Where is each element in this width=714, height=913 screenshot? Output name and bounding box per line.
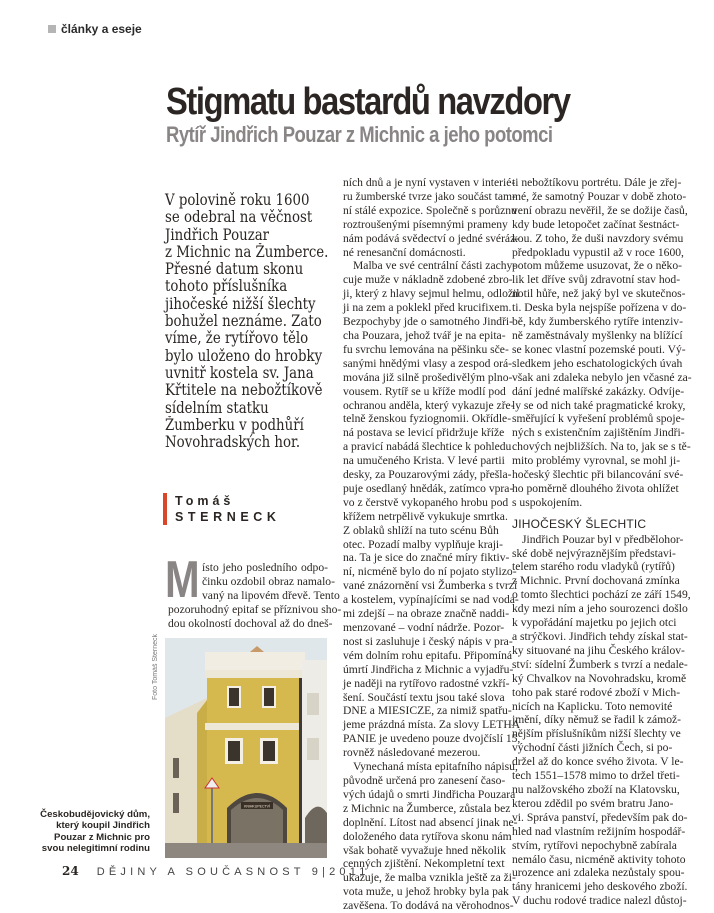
lead-line: sídelním statku	[165, 398, 269, 417]
text-line: telně ženskou fyziognomii. Okřídle-	[343, 412, 512, 426]
text-line: menzované – vodní nádrže. Pozor-	[343, 621, 505, 634]
text-line: né renesanční domácnosti.	[343, 245, 466, 259]
upper-window	[229, 688, 239, 706]
photo-credit: Foto Tomáš Sterneck	[152, 633, 159, 700]
photo-caption	[40, 809, 150, 855]
text-line: šení. Součástí textu jsou také slova	[343, 690, 505, 704]
text-line: kterou zdědil po svém bratru Jano-	[512, 796, 674, 810]
text-line: východní části jižních Čech, si po-	[512, 741, 673, 755]
drop-cap: M	[165, 551, 200, 609]
text-line: vousem. Rytíř se u kříže modlí pod	[343, 384, 506, 398]
text-line: původně určená pro zanesení časo-	[343, 773, 506, 787]
text-line: z Michnic. První dochovaná zmínka	[512, 574, 680, 588]
text-line: ná postava se levicí přidržuje kříže	[343, 426, 505, 440]
text-line: Jindřich Pouzar byl v předbělohor-	[522, 532, 684, 546]
column-1	[168, 561, 342, 631]
text-line: předpokladu vypustil až v roce 1600,	[512, 245, 684, 259]
text-line: nost si zasluhuje i český nápis v pra-	[343, 634, 513, 648]
text-line: notil hůře, než jaký byl ve skutečnos-	[512, 287, 686, 301]
gable	[205, 652, 305, 670]
lead-line: z Michnic na Žumberce.	[165, 242, 329, 261]
sign-pole	[211, 788, 213, 843]
text-line: cenných zjištění. Nekompletní text	[343, 857, 505, 871]
text-line: ly se od nich také pragmatické kroky,	[512, 398, 686, 412]
text-line: ky situované na jihu Českého králov-	[512, 643, 685, 657]
section-subheading: JIHOČESKÝ ŠLECHTIC	[512, 516, 647, 531]
text-line: ně zaměstnávaly myšlenky na blížící	[512, 328, 683, 342]
text-line: PANIE je uvedeno pouze dvojčíslí 15,	[343, 732, 521, 746]
text-line: mi zdejší – na obraze značně naddi-	[343, 607, 510, 621]
text-line: ní stálé expozice. Společně s porůznu	[343, 203, 517, 217]
text-line: jmění, díky němuž se řadil k zámož-	[512, 713, 682, 727]
caption-line: Českobudějovický dům,	[40, 809, 150, 820]
lead-line: V polovině roku 1600	[165, 191, 310, 209]
lead-line: Jindřich Pouzar	[165, 225, 270, 244]
text-line: Malba ve své centrální části zachy-	[353, 259, 517, 273]
text-line: a kostelem, vypínajícími se nad voda-	[343, 593, 519, 607]
lead-line: víme, že rytířovo tělo	[165, 329, 309, 348]
text-line: z Michnic na Žumberce, zůstala bez	[343, 801, 511, 815]
text-line: vém dolním rohu epitafu. Připomíná	[343, 648, 513, 662]
text-line: dou okolností dochoval až do dneš-	[168, 616, 333, 630]
upper-window	[264, 688, 274, 706]
text-line: držel až do konce svého života. V le-	[512, 755, 684, 769]
left-window	[173, 758, 179, 778]
page-number: 24	[62, 864, 79, 878]
text-line: zavěšena. To dodává na věrohodnos-	[343, 899, 514, 913]
lead-paragraph	[165, 192, 340, 451]
text-line: toho pak staré rodové zboží v Mich-	[512, 685, 681, 699]
text-line: vo z čerstvě vykopaného hrobu pod	[343, 495, 509, 509]
caption-line: Pouzar z Michnic pro	[54, 831, 150, 843]
article-title: Stigmatu bastardů navzdory	[166, 81, 570, 123]
text-line: nu nalžovského zboží na Klatovsku,	[512, 782, 680, 796]
text-line: činku ozdobil obraz namalo-	[202, 574, 335, 588]
text-line: tech 1551–1578 mimo to držel třeti-	[512, 769, 680, 783]
text-line: ství: sídelní Žumberk s tvrzí a nedale-	[512, 657, 688, 671]
article-subtitle: Rytíř Jindřich Pouzar z Michnic a jeho potomci	[166, 122, 553, 147]
lead-line: bylo uloženo do hrobky	[165, 346, 323, 365]
middle-window	[263, 741, 275, 761]
text-line: a strýčkovi. Jindřich tehdy získal stat-	[512, 630, 688, 643]
page-footer	[62, 864, 370, 878]
text-line: doloženého data rytířova skonu nám	[343, 829, 512, 843]
building-illustration	[165, 638, 327, 858]
text-line: cha Pouzara, jehož tvář je na epita-	[343, 328, 506, 342]
text-line: pozoruhodný epitaf se příznivou sho-	[168, 602, 342, 616]
text-line: Z oblaků shlíží na tuto scénu Bůh	[343, 523, 499, 537]
text-line: kdy bude letopočet začínat šestnáct-	[512, 217, 680, 231]
text-line: DNE a MIESICZE, za nimiž spatřu-	[343, 704, 512, 718]
shop-sign-text: KNIHKUPECTVÍ	[244, 804, 270, 809]
text-line: lik let dříve svůj zdravotní stav hod-	[512, 273, 681, 287]
text-line: mována již silně prošedivělým plno-	[343, 370, 513, 384]
lead-line: Žumberku v podhůří	[165, 415, 304, 434]
middle-window	[228, 741, 240, 761]
text-line: s uspokojením.	[512, 495, 583, 509]
text-line: je naději na rytířovo radostné vzkří-	[343, 676, 510, 690]
section-label: články a eseje	[61, 22, 142, 36]
section-tag	[48, 22, 142, 36]
column-2	[343, 176, 521, 913]
text-line: vané znázornění vsi Žumberka s tvrzí	[343, 579, 518, 593]
text-line: na. Ta je sice do značné míry fiktiv-	[343, 551, 510, 565]
right-window	[307, 738, 319, 760]
text-line: ných s existenčním zajištěním Jindři-	[512, 426, 685, 440]
right-window	[307, 693, 319, 715]
caption-line: svou nelegitimní rodinu	[41, 843, 150, 855]
text-line: nemálo času, nicméně aktivity tohoto	[512, 852, 686, 866]
lead-line: se odebral na věčnost	[165, 208, 313, 227]
text-line: sanými hnědými vlasy a zespod orá-	[343, 356, 513, 370]
magazine-issue: DĚJINY A SOUČASNOST 9|2011	[96, 866, 370, 878]
text-line: Vynechaná místa epitafního nápisu,	[353, 760, 518, 774]
section-square-icon	[48, 25, 56, 33]
text-line: směřující k vyřešení problémů spoje-	[512, 412, 685, 426]
building-photo	[165, 638, 327, 858]
pavement	[165, 843, 327, 858]
text-line: ji na zem a poklekl před krucifixem.	[343, 301, 512, 315]
text-line: nám podává svědectví o jedné svéráz-	[343, 231, 520, 245]
text-line: rovněž následované mezerou.	[343, 746, 481, 760]
text-line: kou. Z toho, že duši navzdory svému	[512, 231, 684, 245]
cornice-band	[205, 670, 305, 678]
left-window	[173, 793, 179, 813]
text-line: ské době nejvýraznějším představi-	[512, 546, 676, 560]
text-line: nicích na Kaplicku. Toto nemovité	[512, 699, 673, 713]
text-line: tány hranicemi jeho deskového zboží.	[512, 880, 688, 894]
text-line: otec. Pozadí malby vyplňuje kraji-	[343, 537, 504, 551]
text-line: jeme prázdná místa. Za slovy LETHA	[343, 718, 521, 732]
lead-line: bohužel neznáme. Zato	[165, 312, 322, 331]
text-line: ru žumberské tvrze jako součást tam-	[343, 189, 516, 203]
text-line: vota muže, u jehož hrobky byla pak	[343, 885, 509, 899]
column-3	[512, 176, 692, 908]
author-last-name: STERNECK	[175, 510, 281, 524]
text-line: ti nebožtíkovu portrétu. Dále je zřej-	[512, 176, 682, 189]
text-line: ísto jeho posledního odpo-	[202, 561, 328, 574]
drainpipe	[299, 678, 302, 846]
text-line: puje osedlaný hnědák, zatímco vpra-	[343, 481, 514, 495]
text-line: na umučeného Krista. V levé partii	[343, 454, 505, 468]
text-line: hled nad vlastním režijním hospodář-	[512, 824, 686, 838]
text-line: vaný na lipovém dřevě. Tento	[202, 588, 340, 602]
lead-line: Křtitele na nebožtíkově	[165, 381, 323, 400]
text-line: fu svrchu lemována na pěšinku sče-	[343, 342, 509, 356]
caption-line: který koupil Jindřich	[56, 820, 150, 832]
lead-line: tohoto příslušníka	[165, 277, 288, 296]
cornice-band	[205, 723, 305, 730]
text-line: bě, kdy žumberského rytíře intenziv-	[512, 315, 683, 329]
text-line: mito problémy vyrovnal, se mohl ji-	[512, 454, 681, 468]
text-line: dání jedné malířské zakázky. Odvíje-	[512, 384, 685, 398]
lead-line: uvnitř kostela sv. Jana	[165, 363, 314, 382]
text-line: se konec vlastní pozemské pouti. Vý-	[512, 342, 686, 356]
lead-line: Novohradských hor.	[165, 433, 301, 452]
text-line: V duchu rodové tradice nalezl důstoj-	[512, 894, 687, 908]
text-line: o tomto šlechtici pochází ze září 1549,	[512, 588, 691, 602]
text-line: úmrtí Jindřicha z Michnic a vyjadřu-	[343, 662, 514, 676]
text-line: hočeský šlechtic při bilancování své-	[512, 468, 684, 482]
text-line: vení obrazu nevěřil, že se dožije časů,	[512, 203, 688, 217]
text-line: nějším příslušníkům nižší šlechty ve	[512, 727, 681, 741]
text-line: ji, který z hlavy sejmul helmu, odložil	[343, 287, 520, 301]
text-line: potom můžeme usuzovat, že o něko-	[512, 259, 682, 273]
text-line: mé, že samotný Pouzar v době zhoto-	[512, 189, 687, 203]
text-line: cuje muže v nákladně zdobené zbro-	[343, 273, 513, 287]
side-facade	[197, 700, 207, 843]
text-line: ní, nicméně bylo do ní pojato stylizo-	[343, 565, 517, 579]
text-line: však ani zdaleka nebylo jen včasné za-	[512, 370, 692, 384]
text-line: doplnění. Lítost nad absencí jinak ne-	[343, 815, 518, 829]
text-line: stvím, rytířovi nepochybně zabírala	[512, 838, 677, 852]
author-first-name: Tomáš	[175, 494, 235, 508]
text-line: ukazuje, že malba vznikla ještě za ži-	[343, 871, 516, 885]
text-line: ký Chvalkov na Novohradsku, kromě	[512, 671, 687, 685]
text-line: ních dnů a je nyní vystaven v interié-	[343, 176, 516, 189]
text-line: k vypořádání majetku po jejich otci	[512, 616, 677, 630]
text-line: a pravicí nabádá šlechtice k pohledu	[343, 440, 512, 454]
text-line: desky, za Pouzarovými zády, přešla-	[343, 468, 512, 482]
text-line: ti. Deska byla nejspíše pořízena v do-	[512, 301, 687, 315]
text-line: urozence ani zdaleka nezůstaly spou-	[512, 866, 685, 880]
text-line: roztroušenými písemnými prameny	[343, 217, 508, 231]
text-line: křížem netrpělivě vykukuje smrtka.	[343, 509, 508, 523]
lead-line: jihočeské nižší šlechty	[165, 294, 316, 313]
lead-line: Přesné datum skonu	[165, 260, 304, 279]
text-line: vi. Správa panství, především pak do-	[512, 810, 688, 824]
text-line: ochranou anděla, který vykazuje zře-	[343, 398, 515, 412]
text-line: kdy mezi ním a jeho sourozenci došlo	[512, 602, 688, 616]
text-line: ho poměrně dlouhého života ohlížet	[512, 481, 679, 495]
text-line: sledkem jeho eschatologických úvah	[512, 356, 683, 370]
author-byline	[163, 493, 281, 525]
text-line: telem starého rodu vladyků (rytířů)	[512, 560, 675, 574]
text-line: vých údajů o smrti Jindřicha Pouzara	[343, 787, 516, 801]
text-line: chových nejbližších. Na to, jak se s tě-	[512, 440, 691, 454]
text-line: však bohatě vyvažuje hned několik	[343, 843, 506, 857]
text-line: Bezpochyby jde o samotného Jindři-	[343, 315, 514, 329]
